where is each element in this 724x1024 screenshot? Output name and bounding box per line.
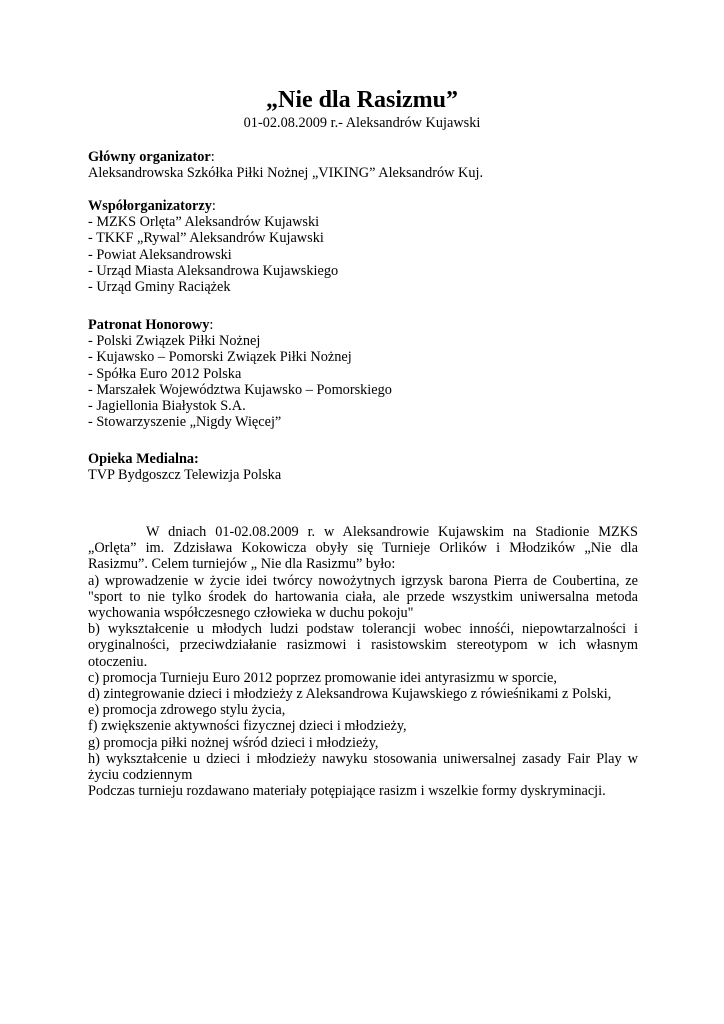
media-section <box>88 451 636 483</box>
organizer-value: Aleksandrowska Szkółka Piłki Nożnej „VIKING” Aleksandrów Kuj. <box>88 165 484 182</box>
co-organizers-label: Współorganizatorzy <box>88 198 212 214</box>
body-line: h) wykształcenie u dzieci i młodzieży nawyku stosowania uniwersalnej zasady Fair Play w <box>88 750 638 767</box>
document-subtitle: 01-02.08.2009 r.- Aleksandrów Kujawski <box>243 115 481 131</box>
body-line: „Orlęta” im. Zdzisława Kokowicza obyły się Turnieje Orlików i Młodzików „Nie dla <box>88 540 638 557</box>
media-label: Opieka Medialna: <box>88 451 199 467</box>
body-line: e) promocja zdrowego stylu życia, <box>88 702 286 719</box>
body-line: oryginalności, przeciwdziałanie rasizmowi i rasistowskim stereotypom w ich własnym <box>88 637 638 654</box>
document-title: „Nie dla Rasizmu” <box>266 87 458 113</box>
body-line: otoczeniu. <box>88 653 148 670</box>
body-line: Podczas turnieju rozdawano materiały potępiające rasizm i wszelkie formy dyskryminacji. <box>88 783 606 800</box>
body-line: d) zintegrowanie dzieci i młodzieży z Aleksandrowa Kujawskiego z rówieśnikami z Polski, <box>88 686 612 703</box>
co-organizers-section <box>88 198 636 295</box>
list-item: - MZKS Orlęta” Aleksandrów Kujawski <box>88 214 320 231</box>
body-line: b) wykształcenie u młodych ludzi podstaw tolerancji wobec innośći, niepowtarzalności i <box>88 621 638 638</box>
list-item: - Jagiellonia Białystok S.A. <box>88 398 246 415</box>
patronage-label: Patronat Honorowy <box>88 317 210 333</box>
body-line: a) wprowadzenie w życie idei twórcy nowożytnych igrzysk barona Pierra de Coubertina, ze <box>88 572 638 589</box>
list-item: - Stowarzyszenie „Nigdy Więcej” <box>88 414 282 431</box>
list-item: - Urząd Gminy Raciążek <box>88 279 231 296</box>
organizer-section <box>88 149 636 181</box>
list-item: - Kujawsko – Pomorski Związek Piłki Nożnej <box>88 349 352 366</box>
body-line: W dniach 01-02.08.2009 r. w Aleksandrowie Kujawskim na Stadionie MZKS <box>146 524 638 540</box>
co-organizers-label-suffix: : <box>211 198 216 214</box>
body-line: g) promocja piłki nożnej wśród dzieci i młodzieży, <box>88 734 379 751</box>
body-line: c) promocja Turnieju Euro 2012 poprzez promowanie idei antyrasizmu w sporcie, <box>88 669 557 686</box>
list-item: - Urząd Miasta Aleksandrowa Kujawskiego <box>88 262 339 279</box>
body-line: "sport to nie tylko środek do hartowania ciała, ale przede wszystkim uniwersalna metoda <box>88 588 638 605</box>
list-item: - TKKF „Rywal” Aleksandrów Kujawski <box>88 230 324 247</box>
body-paragraph <box>88 524 638 799</box>
list-item: - Powiat Aleksandrowski <box>88 246 232 263</box>
organizer-label: Główny organizator <box>88 149 211 165</box>
list-item: - Marszałek Województwa Kujawsko – Pomorskiego <box>88 381 392 398</box>
media-value: TVP Bydgoszcz Telewizja Polska <box>88 467 282 484</box>
body-line: f) zwiększenie aktywności fizycznej dzieci i młodzieży, <box>88 718 407 735</box>
list-item: - Polski Związek Piłki Nożnej <box>88 333 261 350</box>
list-item: - Spółka Euro 2012 Polska <box>88 365 242 382</box>
body-line: życiu codziennym <box>88 767 193 784</box>
organizer-label-suffix: : <box>210 149 215 165</box>
body-line: Rasizmu”. Celem turniejów „ Nie dla Rasizmu” było: <box>88 556 396 573</box>
patronage-section <box>88 317 636 430</box>
body-line: wychowania współczesnego człowieka w duchu pokoju" <box>88 605 414 622</box>
patronage-label-suffix: : <box>209 317 214 333</box>
